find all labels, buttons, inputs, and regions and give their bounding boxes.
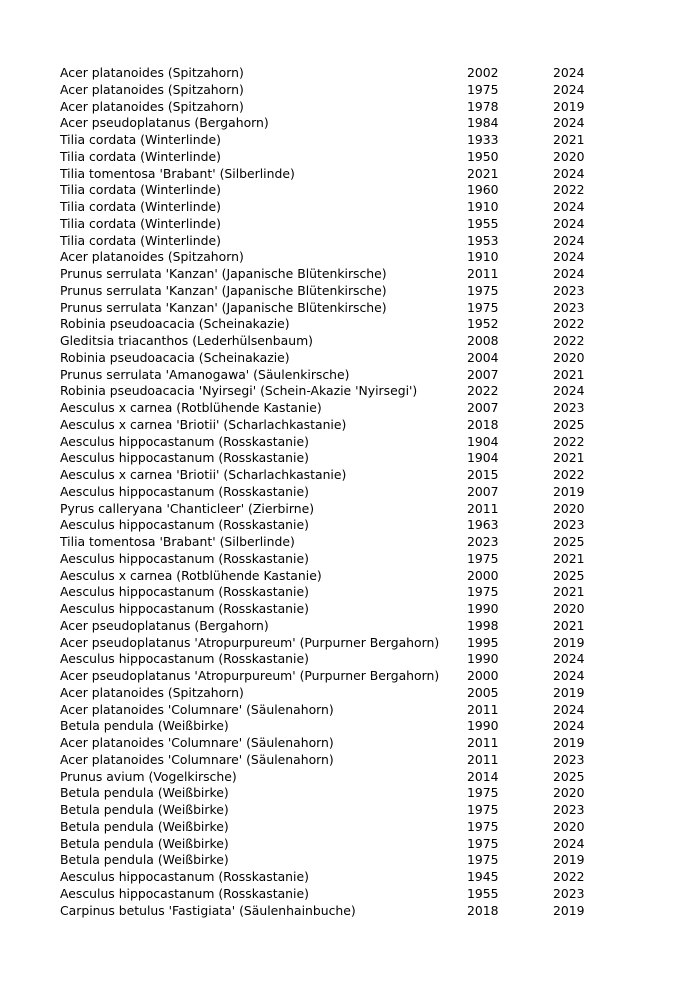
table-row [60,400,613,417]
record-year-cell: 2021 [553,366,585,382]
planting-year-cell: 2007 [467,400,499,415]
record-year-cell: 2023 [553,751,585,767]
planting-year-cell: 2018 [467,416,499,432]
planting-year-cell: 1963 [467,517,499,533]
record-year-cell: 2020 [553,349,585,365]
planting-year-cell: 2023 [467,534,499,549]
tree-name-cell: Aesculus x carnea (Rotblühende Kastanie) [60,400,322,415]
table-row [60,149,613,166]
table-row [60,852,613,869]
record-year-cell: 2024 [553,266,585,281]
record-year-cell: 2024 [553,835,585,851]
record-year-cell: 2024 [553,232,585,248]
tree-name-cell: Prunus serrulata 'Kanzan' (Japanische Blütenkirsche) [60,299,387,315]
record-year-cell: 2025 [553,768,585,784]
table-row [60,350,613,367]
table-row [60,601,613,618]
planting-year-cell: 1975 [467,81,499,97]
table-row [60,802,613,819]
table-row [60,869,613,886]
tree-name-cell: Betula pendula (Weißbirke) [60,802,229,817]
planting-year-cell: 1952 [467,316,499,332]
table-row [60,903,613,920]
tree-name-cell: Betula pendula (Weißbirke) [60,718,229,734]
tree-name-cell: Betula pendula (Weißbirke) [60,835,229,851]
table-row [60,618,613,635]
planting-year-cell: 1975 [467,785,499,801]
table-row [60,166,613,183]
table-row [60,484,613,501]
record-year-cell: 2024 [553,81,585,97]
planting-year-cell: 1904 [467,450,499,466]
tree-name-cell: Carpinus betulus 'Fastigiata' (Säulenhainbuche) [60,902,356,918]
tree-name-cell: Aesculus hippocastanum (Rosskastanie) [60,869,309,884]
record-year-cell: 2024 [553,215,585,231]
table-row [60,115,613,132]
tree-name-cell: Acer platanoides (Spitzahorn) [60,81,244,97]
tree-name-cell: Tilia tomentosa 'Brabant' (Silberlinde) [60,165,295,181]
table-row [60,651,613,668]
planting-year-cell: 2008 [467,333,499,348]
tree-name-cell: Tilia cordata (Winterlinde) [60,182,221,198]
table-row [60,199,613,216]
table-row [60,367,613,384]
record-year-cell: 2019 [553,735,585,750]
record-year-cell: 2020 [553,818,585,834]
table-row [60,769,613,786]
table-row [60,450,613,467]
record-year-cell: 2022 [553,467,585,482]
table-row [60,534,613,551]
tree-name-cell: Gleditsia triacanthos (Lederhülsenbaum) [60,333,313,348]
record-year-cell: 2019 [553,98,585,114]
tree-name-cell: Robinia pseudoacacia (Scheinakazie) [60,349,290,365]
tree-name-cell: Acer pseudoplatanus (Bergahorn) [60,617,269,633]
tree-name-cell: Prunus serrulata 'Kanzan' (Japanische Blütenkirsche) [60,282,387,298]
planting-year-cell: 2000 [467,668,499,683]
tree-table [60,65,613,919]
planting-year-cell: 1933 [467,132,499,147]
planting-year-cell: 1975 [467,852,499,868]
planting-year-cell: 2015 [467,467,499,482]
tree-name-cell: Aesculus hippocastanum (Rosskastanie) [60,450,309,466]
planting-year-cell: 1990 [467,718,499,734]
table-row [60,266,613,283]
tree-name-cell: Tilia cordata (Winterlinde) [60,132,221,147]
tree-name-cell: Aesculus hippocastanum (Rosskastanie) [60,584,309,600]
table-row [60,65,613,82]
table-row [60,584,613,601]
planting-year-cell: 2011 [467,266,499,281]
tree-name-cell: Aesculus hippocastanum (Rosskastanie) [60,433,309,449]
record-year-cell: 2021 [553,132,585,147]
record-year-cell: 2022 [553,333,585,348]
table-row [60,417,613,434]
planting-year-cell: 2018 [467,902,499,918]
tree-name-cell: Acer platanoides (Spitzahorn) [60,684,244,700]
tree-name-cell: Tilia cordata (Winterlinde) [60,215,221,231]
planting-year-cell: 2011 [467,701,499,717]
planting-year-cell: 2007 [467,366,499,382]
table-row [60,233,613,250]
tree-name-cell: Prunus serrulata 'Kanzan' (Japanische Blütenkirsche) [60,266,387,281]
table-row [60,735,613,752]
planting-year-cell: 1990 [467,601,499,616]
tree-name-cell: Aesculus hippocastanum (Rosskastanie) [60,601,309,616]
record-year-cell: 2021 [553,584,585,600]
record-year-cell: 2024 [553,249,585,265]
table-row [60,300,613,317]
record-year-cell: 2024 [553,651,585,667]
table-row [60,467,613,484]
planting-year-cell: 1998 [467,617,499,633]
record-year-cell: 2019 [553,852,585,868]
record-year-cell: 2024 [553,718,585,734]
tree-name-cell: Aesculus hippocastanum (Rosskastanie) [60,651,309,667]
tree-name-cell: Pyrus calleryana 'Chanticleer' (Zierbirne) [60,500,315,516]
table-row [60,517,613,534]
planting-year-cell: 2011 [467,500,499,516]
tree-name-cell: Acer platanoides (Spitzahorn) [60,65,244,80]
table-row [60,99,613,116]
table-row [60,333,613,350]
table-row [60,132,613,149]
planting-year-cell: 1975 [467,584,499,600]
planting-year-cell: 1975 [467,802,499,817]
tree-name-cell: Aesculus hippocastanum (Rosskastanie) [60,483,309,499]
record-year-cell: 2024 [553,668,585,683]
table-row [60,886,613,903]
table-row [60,635,613,652]
record-year-cell: 2022 [553,316,585,332]
tree-name-cell: Tilia cordata (Winterlinde) [60,148,221,164]
record-year-cell: 2025 [553,567,585,583]
planting-year-cell: 2002 [467,65,499,80]
record-year-cell: 2023 [553,517,585,533]
planting-year-cell: 2011 [467,735,499,750]
record-year-cell: 2021 [553,617,585,633]
planting-year-cell: 2022 [467,383,499,399]
record-year-cell: 2024 [553,701,585,717]
table-row [60,383,613,400]
tree-name-cell: Betula pendula (Weißbirke) [60,818,229,834]
tree-name-cell: Acer pseudoplatanus 'Atropurpureum' (Purpurner Bergahorn) [60,634,440,650]
record-year-cell: 2019 [553,634,585,650]
table-row [60,819,613,836]
record-year-cell: 2022 [553,869,585,884]
tree-name-cell: Acer platanoides (Spitzahorn) [60,249,244,265]
table-row [60,182,613,199]
record-year-cell: 2023 [553,299,585,315]
planting-year-cell: 1990 [467,651,499,667]
planting-year-cell: 1955 [467,215,499,231]
table-row [60,718,613,735]
record-year-cell: 2024 [553,165,585,181]
planting-year-cell: 2007 [467,483,499,499]
record-year-cell: 2019 [553,684,585,700]
table-row [60,434,613,451]
planting-year-cell: 1975 [467,299,499,315]
table-row [60,82,613,99]
record-year-cell: 2023 [553,802,585,817]
planting-year-cell: 1975 [467,550,499,566]
record-year-cell: 2021 [553,550,585,566]
table-row [60,551,613,568]
record-year-cell: 2020 [553,500,585,516]
tree-name-cell: Betula pendula (Weißbirke) [60,852,229,868]
table-row [60,668,613,685]
tree-name-cell: Tilia tomentosa 'Brabant' (Silberlinde) [60,534,295,549]
record-year-cell: 2024 [553,383,585,399]
record-year-cell: 2022 [553,182,585,198]
planting-year-cell: 2005 [467,684,499,700]
planting-year-cell: 1950 [467,148,499,164]
tree-name-cell: Prunus serrulata 'Amanogawa' (Säulenkirsche) [60,366,350,382]
record-year-cell: 2019 [553,483,585,499]
record-year-cell: 2020 [553,148,585,164]
table-row [60,568,613,585]
table-row [60,685,613,702]
tree-name-cell: Acer platanoides (Spitzahorn) [60,98,244,114]
planting-year-cell: 1984 [467,115,499,131]
planting-year-cell: 1904 [467,433,499,449]
tree-name-cell: Robinia pseudoacacia 'Nyirsegi' (Schein-Akazie 'Nyirsegi') [60,383,418,399]
planting-year-cell: 1995 [467,634,499,650]
tree-name-cell: Aesculus hippocastanum (Rosskastanie) [60,885,309,901]
record-year-cell: 2023 [553,282,585,298]
record-year-cell: 2025 [553,416,585,432]
table-row [60,249,613,266]
planting-year-cell: 2011 [467,751,499,767]
tree-name-cell: Tilia cordata (Winterlinde) [60,232,221,248]
table-row [60,785,613,802]
record-year-cell: 2019 [553,902,585,918]
table-row [60,702,613,719]
tree-name-cell: Prunus avium (Vogelkirsche) [60,768,237,784]
planting-year-cell: 1960 [467,182,499,198]
record-year-cell: 2020 [553,601,585,616]
record-year-cell: 2025 [553,534,585,549]
record-year-cell: 2021 [553,450,585,466]
record-year-cell: 2023 [553,400,585,415]
planting-year-cell: 1975 [467,282,499,298]
tree-name-cell: Acer platanoides 'Columnare' (Säulenahorn) [60,751,334,767]
planting-year-cell: 2004 [467,349,499,365]
tree-name-cell: Acer pseudoplatanus (Bergahorn) [60,115,269,131]
planting-year-cell: 1945 [467,869,499,884]
tree-name-cell: Aesculus hippocastanum (Rosskastanie) [60,517,309,533]
planting-year-cell: 1910 [467,249,499,265]
tree-name-cell: Aesculus hippocastanum (Rosskastanie) [60,550,309,566]
planting-year-cell: 2000 [467,567,499,583]
planting-year-cell: 1953 [467,232,499,248]
tree-name-cell: Aesculus x carnea (Rotblühende Kastanie) [60,567,322,583]
tree-name-cell: Aesculus x carnea 'Briotii' (Scharlachkastanie) [60,467,347,482]
record-year-cell: 2020 [553,785,585,801]
table-row [60,316,613,333]
table-row [60,501,613,518]
tree-name-cell: Acer platanoides 'Columnare' (Säulenahorn) [60,701,334,717]
record-year-cell: 2022 [553,433,585,449]
planting-year-cell: 1955 [467,885,499,901]
record-year-cell: 2024 [553,199,585,214]
tree-table-body [60,65,613,919]
table-row [60,836,613,853]
record-year-cell: 2024 [553,65,585,80]
planting-year-cell: 1910 [467,199,499,214]
tree-name-cell: Robinia pseudoacacia (Scheinakazie) [60,316,290,332]
tree-name-cell: Acer pseudoplatanus 'Atropurpureum' (Purpurner Bergahorn) [60,668,440,683]
table-row [60,283,613,300]
planting-year-cell: 1978 [467,98,499,114]
table-row [60,216,613,233]
planting-year-cell: 2014 [467,768,499,784]
record-year-cell: 2023 [553,885,585,901]
tree-name-cell: Acer platanoides 'Columnare' (Säulenahorn) [60,735,334,750]
planting-year-cell: 1975 [467,835,499,851]
planting-year-cell: 2021 [467,165,499,181]
table-row [60,752,613,769]
record-year-cell: 2024 [553,115,585,131]
tree-name-cell: Aesculus x carnea 'Briotii' (Scharlachkastanie) [60,416,347,432]
tree-name-cell: Betula pendula (Weißbirke) [60,785,229,801]
planting-year-cell: 1975 [467,818,499,834]
tree-name-cell: Tilia cordata (Winterlinde) [60,199,221,214]
